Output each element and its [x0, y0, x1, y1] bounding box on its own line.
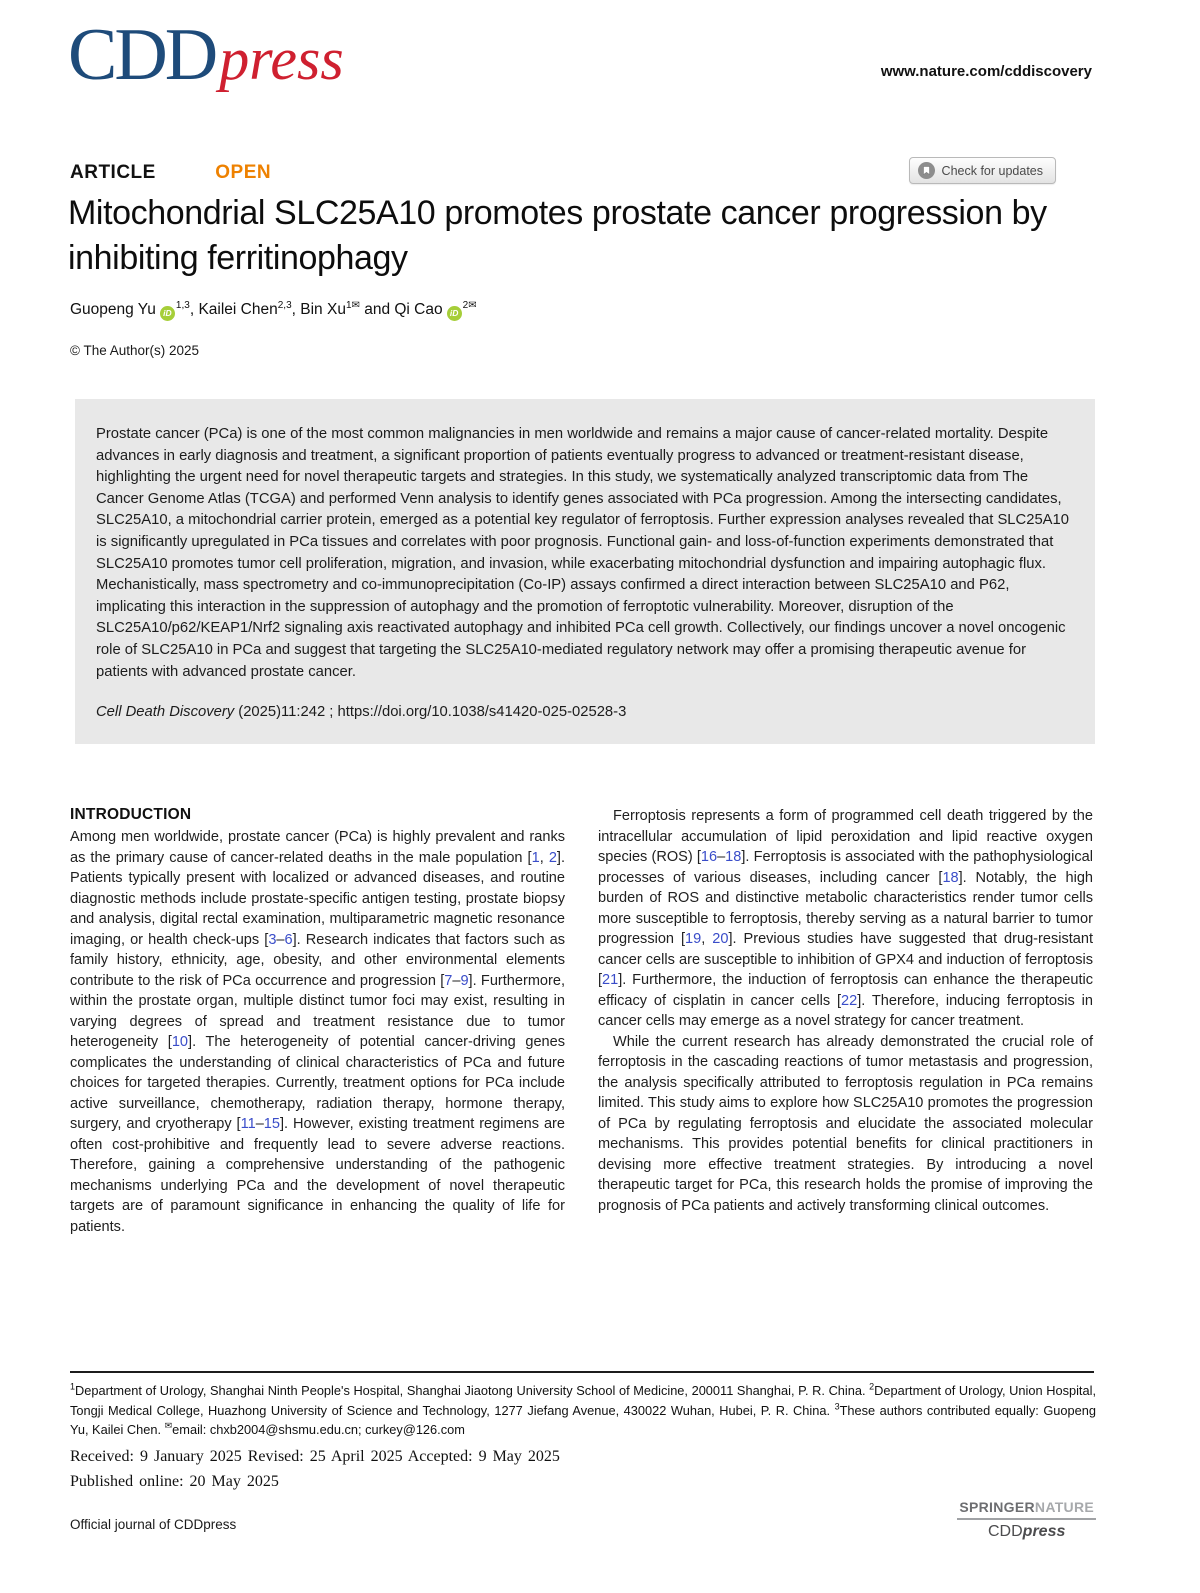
footnote-divider	[70, 1371, 1094, 1373]
article-type-label: ARTICLE	[70, 162, 156, 183]
orcid-icon[interactable]: iD	[160, 306, 175, 321]
body-paragraph: Among men worldwide, prostate cancer (PCa) is highly prevalent and ranks as the primary cause of cancer-related deaths in the male population [1, 2]. Patients typically present with localized or advanced diseases, and routine diagnostic methods include prostate-specific antigen testing, prostate biopsy and analysis, digital rectal examination, multiparametric magnetic resonance imaging, or health check-ups [3–6]. Research indicates that factors such as family history, ethnicity, age, obesity, and other environmental elements contribute to the risk of PCa occurrence and progression [7–9]. Furthermore, within the prostate organ, multiple distinct tumor foci may exist, resulting in varying degrees of spread and treatment resistance due to tumor heterogeneity [10]. The heterogeneity of potential cancer-driving genes complicates the understanding of clinical characteristics of PCa and future choices for targeted therapies. Currently, treatment options for PCa include active surveillance, chemotherapy, radiation therapy, hormone therapy, surgery, and cryotherapy [11–15]. However, existing treatment regimens are often cost-prohibitive and frequently lead to severe adverse reactions. Therefore, gaining a comprehensive understanding of the pathogenic mechanisms underlying PCa and the development of novel therapeutic targets are of paramount significance in enhancing the quality of life for patients.	[70, 829, 566, 1235]
springer-nature-wordmark	[957, 1499, 1096, 1520]
citation-ref-link[interactable]: 22	[841, 992, 858, 1009]
abstract-box	[75, 399, 1095, 744]
superscript-marker: 3	[834, 1401, 840, 1412]
nature-text: NATURE	[1034, 1499, 1094, 1515]
citation-ref-link[interactable]: 18	[725, 849, 742, 865]
article-type-row	[70, 162, 1094, 184]
superscript-marker: 2	[869, 1381, 875, 1392]
springer-text: SPRINGER	[959, 1499, 1035, 1515]
citation-ref-link[interactable]: 10	[171, 1034, 189, 1050]
citation-line: Cell Death Discovery (2025)11:242 ; https://doi.org/10.1038/s41420-025-02528-3	[96, 704, 627, 721]
superscript-marker: 1	[70, 1381, 76, 1392]
citation-ref-link[interactable]: 1	[531, 849, 540, 866]
citation-ref-link[interactable]: 6	[284, 931, 293, 948]
body-paragraph: Ferroptosis represents a form of programmed cell death triggered by the intracellular accumulation of lipid peroxidation and lipid reactive oxygen species (ROS) [16–18]. Ferroptosis is associated with the pathophysiological processes of various diseases, including cancer [18]. Notably, the high burden of ROS and distinctive metabolic characteristics render tumor cells more susceptible to ferroptosis, thereby serving as a natural barrier to tumor progression [19, 20]. Previous studies have suggested that drug-resistant cancer cells are susceptible to inhibition of GPX4 and induction of ferroptosis [21]. Furthermore, the induction of ferroptosis can enhance the therapeutic efficacy of cisplatin in cancer cells [22]. Therefore, inducing ferroptosis in cancer cells may emerge as a novel strategy for cancer treatment.	[598, 808, 1094, 1029]
paper-title: Mitochondrial SLC25A10 promotes prostate cancer progression by inhibiting ferritinophagy	[68, 194, 1047, 277]
superscript-marker: 2,3	[277, 299, 292, 311]
superscript-marker: 2	[462, 299, 469, 311]
cddpress-logo	[68, 14, 344, 96]
introduction-heading: INTRODUCTION	[70, 806, 192, 823]
email-envelope-icon[interactable]: ✉	[468, 299, 477, 311]
open-access-label: OPEN	[215, 162, 272, 183]
orcid-icon[interactable]: iD	[447, 306, 462, 321]
body-paragraph: While the current research has already demonstrated the crucial role of ferroptosis in the cascading reactions of tumor metastasis and progression, the analysis specifically attributed to ferroptosis regulation in PCa remains limited. This study aims to explore how SLC25A10 promotes the progression of PCa by regulating ferroptosis and elucidate the associated molecular mechanisms. This provides potential benefits for clinical practitioners in devising more effective treatment strategies. By introducing a novel therapeutic target for PCa, this research holds the promise of improving the prognosis of PCa patients and actively transforming clinical outcomes.	[598, 1033, 1093, 1214]
citation-ref-link[interactable]: 3	[268, 931, 277, 948]
citation-ref-link[interactable]: 7	[444, 972, 453, 989]
springer-nature-logo	[957, 1499, 1096, 1541]
check-for-updates-label: Check for updates	[941, 163, 1043, 178]
citation-ref-link[interactable]: 15	[263, 1116, 280, 1132]
citation-ref-link[interactable]: 11	[240, 1116, 256, 1132]
journal-name-italic: Cell Death Discovery	[96, 704, 235, 721]
journal-url[interactable]: www.nature.com/cddiscovery	[880, 63, 1092, 80]
official-journal-note: Official journal of CDDpress	[70, 1517, 237, 1532]
crossmark-bookmark-icon	[918, 162, 935, 179]
citation-ref-link[interactable]: 16	[700, 849, 718, 865]
citation-ref-link[interactable]: 18	[942, 869, 959, 886]
intro-left-paragraphs	[70, 827, 565, 1237]
cddpress-wordmark	[957, 1523, 1096, 1541]
citation-ref-link[interactable]: 2	[548, 849, 557, 866]
press-text: press	[1022, 1523, 1066, 1540]
superscript-marker: 1,3	[175, 299, 190, 311]
citation-ref-link[interactable]: 21	[602, 972, 619, 988]
abstract-text: Prostate cancer (PCa) is one of the most common malignancies in men worldwide and remains a major cause of cancer-related mortality. Despite advances in early diagnosis and treatment, a significant proportion of patients eventually progress to advanced or treatment-resistant disease, highlighting the urgent need for novel therapeutic targets and strategies. In this study, we systematically analyzed transcriptomic data from The Cancer Genome Atlas (TCGA) and performed Venn analysis to identify genes associated with PCa progression. Among the intersecting candidates, SLC25A10, a mitochondrial carrier protein, emerged as a potential key regulator of ferroptosis. Further expression analyses revealed that SLC25A10 is significantly upregulated in PCa tissues and correlates with poor prognosis. Functional gain- and loss-of-function experiments demonstrated that SLC25A10 promotes tumor cell proliferation, migration, and invasion, while exacerbating mitochondrial dysfunction and impairing autophagic flux. Mechanistically, mass spectrometry and co-immunoprecipitation (Co-IP) assays confirmed a direct interaction between SLC25A10 and P62, implicating this interaction in the suppression of autophagy and the promotion of ferroptotic vulnerability. Moreover, disruption of the SLC25A10/p62/KEAP1/Nrf2 signaling axis reactivated autophagy and inhibited PCa cell growth. Collectively, our findings uncover a novel oncogenic role of SLC25A10 in PCa and suggest that targeting the SLC25A10-mediated regulatory network may offer a promising therapeutic avenue for patients with advanced prostate cancer.	[96, 426, 1070, 680]
email-envelope-icon[interactable]: ✉	[351, 299, 360, 311]
superscript-marker: 1	[345, 299, 352, 311]
published-online: Published online: 20 May 2025	[70, 1473, 279, 1490]
authors-line: Guopeng Yu iD$^{1,3}$, Kailei Chen$^{2,3}$, Bin $Xu^{1✉}$ and Qi Cao $iD^{2✉}$	[70, 301, 477, 321]
check-for-updates-button[interactable]	[909, 157, 1056, 184]
citation-ref-link[interactable]: 19	[685, 931, 702, 947]
copyright-notice: © The Author(s) 2025	[70, 343, 200, 358]
introduction-section	[70, 806, 1094, 1237]
logo-cdd-text: CDD	[68, 14, 216, 96]
intro-right-column	[598, 806, 1093, 1237]
citation-ref-link[interactable]: 20	[712, 931, 729, 947]
email-envelope-icon[interactable]: ✉	[164, 1420, 173, 1431]
article-dates	[70, 1444, 560, 1494]
cdd-text: CDD	[988, 1523, 1023, 1540]
citation-ref-link[interactable]: 9	[460, 972, 469, 989]
intro-left-column	[70, 806, 565, 1237]
affiliations-footnote: $^1$Department of Urology, Shanghai Ninth People's Hospital, Shanghai Jiaotong University School of Medicine, 200011 Shanghai, P. R. China. $^2$Department of Urology, Union Hospital, Tongji Medical College, Huazhong University of Science and Technology, 1277 Jiefang Avenue, 430022 Wuhan, Hubei, P. R. China. $^3$These authors contributed equally: Guopeng Yu, Kailei Chen. ✉email: chxb2004@shsmu.edu.cn; curkey@126.com	[70, 1381, 1096, 1437]
intro-right-paragraphs	[598, 806, 1093, 1216]
received-revised-accepted: Received: 9 January 2025 Revised: 25 April 2025 Accepted: 9 May 2025	[70, 1448, 560, 1465]
logo-press-text: press	[219, 26, 344, 92]
